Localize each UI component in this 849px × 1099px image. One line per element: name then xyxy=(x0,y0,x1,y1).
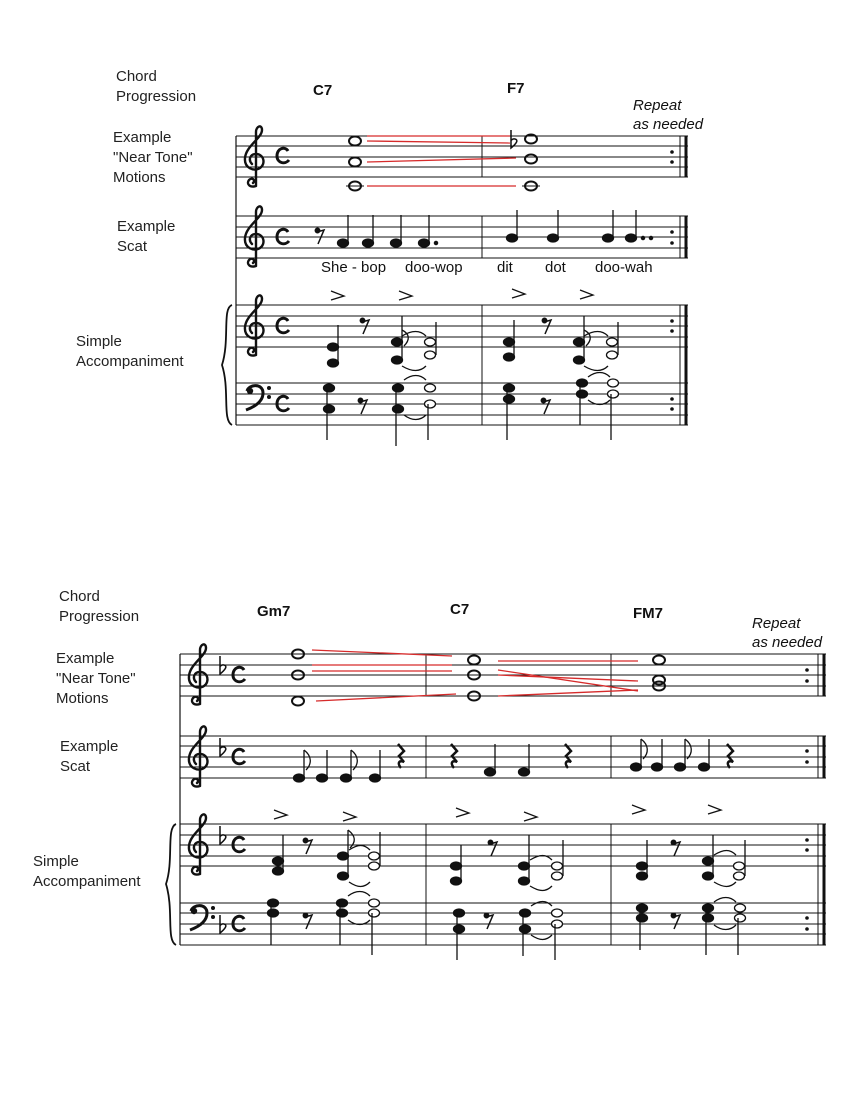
motion-lines xyxy=(367,136,516,186)
staff-accompaniment-bass xyxy=(236,383,688,425)
time-signature xyxy=(277,148,289,163)
lyric-syllable: dit xyxy=(497,259,513,276)
staff-accompaniment-treble xyxy=(236,305,688,347)
row-label-simple-accompaniment: Simple Accompaniment xyxy=(76,333,184,370)
repeat-dots xyxy=(670,150,674,411)
accompaniment-notes xyxy=(324,316,619,446)
row-label-near-tone-motions: Example "Near Tone" Motions xyxy=(56,650,136,707)
lyric-syllable: dot xyxy=(545,259,566,276)
brace-icon xyxy=(222,305,232,425)
chord-symbol: F7 xyxy=(507,80,525,97)
lyric-syllable: doo-wah xyxy=(595,259,653,276)
flat-icon xyxy=(220,915,226,933)
flat-icon xyxy=(220,738,226,756)
scat-notes xyxy=(294,739,734,782)
row-label-near-tone-motions: Example "Near Tone" Motions xyxy=(113,129,193,186)
row-label-chord-progression: Chord Progression xyxy=(116,68,197,105)
bass-clef-icon xyxy=(190,906,215,930)
staff-accompaniment-bass xyxy=(180,903,826,945)
flat-icon xyxy=(220,826,226,844)
repeat-instruction: Repeat as needed xyxy=(633,97,704,133)
row-label-simple-accompaniment: Simple Accompaniment xyxy=(33,853,141,890)
chord-symbol: C7 xyxy=(313,82,333,99)
accent-icon xyxy=(274,805,721,821)
repeat-instruction: Repeat as needed xyxy=(752,615,823,651)
accompaniment-notes xyxy=(268,830,746,960)
repeat-sign-icon xyxy=(680,136,686,425)
staff-scat xyxy=(236,216,688,258)
row-label-example-scat: Example Scat xyxy=(60,738,119,775)
chord-symbol: FM7 xyxy=(633,605,663,622)
flat-icon xyxy=(511,130,517,148)
row-label-chord-progression: Chord Progression xyxy=(59,588,140,625)
chord-symbol: Gm7 xyxy=(257,603,291,620)
bass-clef-icon xyxy=(246,386,271,410)
treble-clef-icon xyxy=(245,126,264,186)
brace-icon xyxy=(166,824,176,945)
accent-icon xyxy=(331,289,593,300)
row-label-example-scat: Example Scat xyxy=(117,218,176,255)
chord-symbol: C7 xyxy=(450,601,470,618)
flat-icon xyxy=(220,656,226,674)
lyric-syllable: doo-wop xyxy=(405,259,463,276)
system-2 xyxy=(166,654,826,945)
repeat-dots xyxy=(805,668,809,931)
near-tone-notes xyxy=(292,650,665,706)
repeat-sign-icon xyxy=(818,654,824,945)
lyric-syllable: She - bop xyxy=(321,259,387,276)
